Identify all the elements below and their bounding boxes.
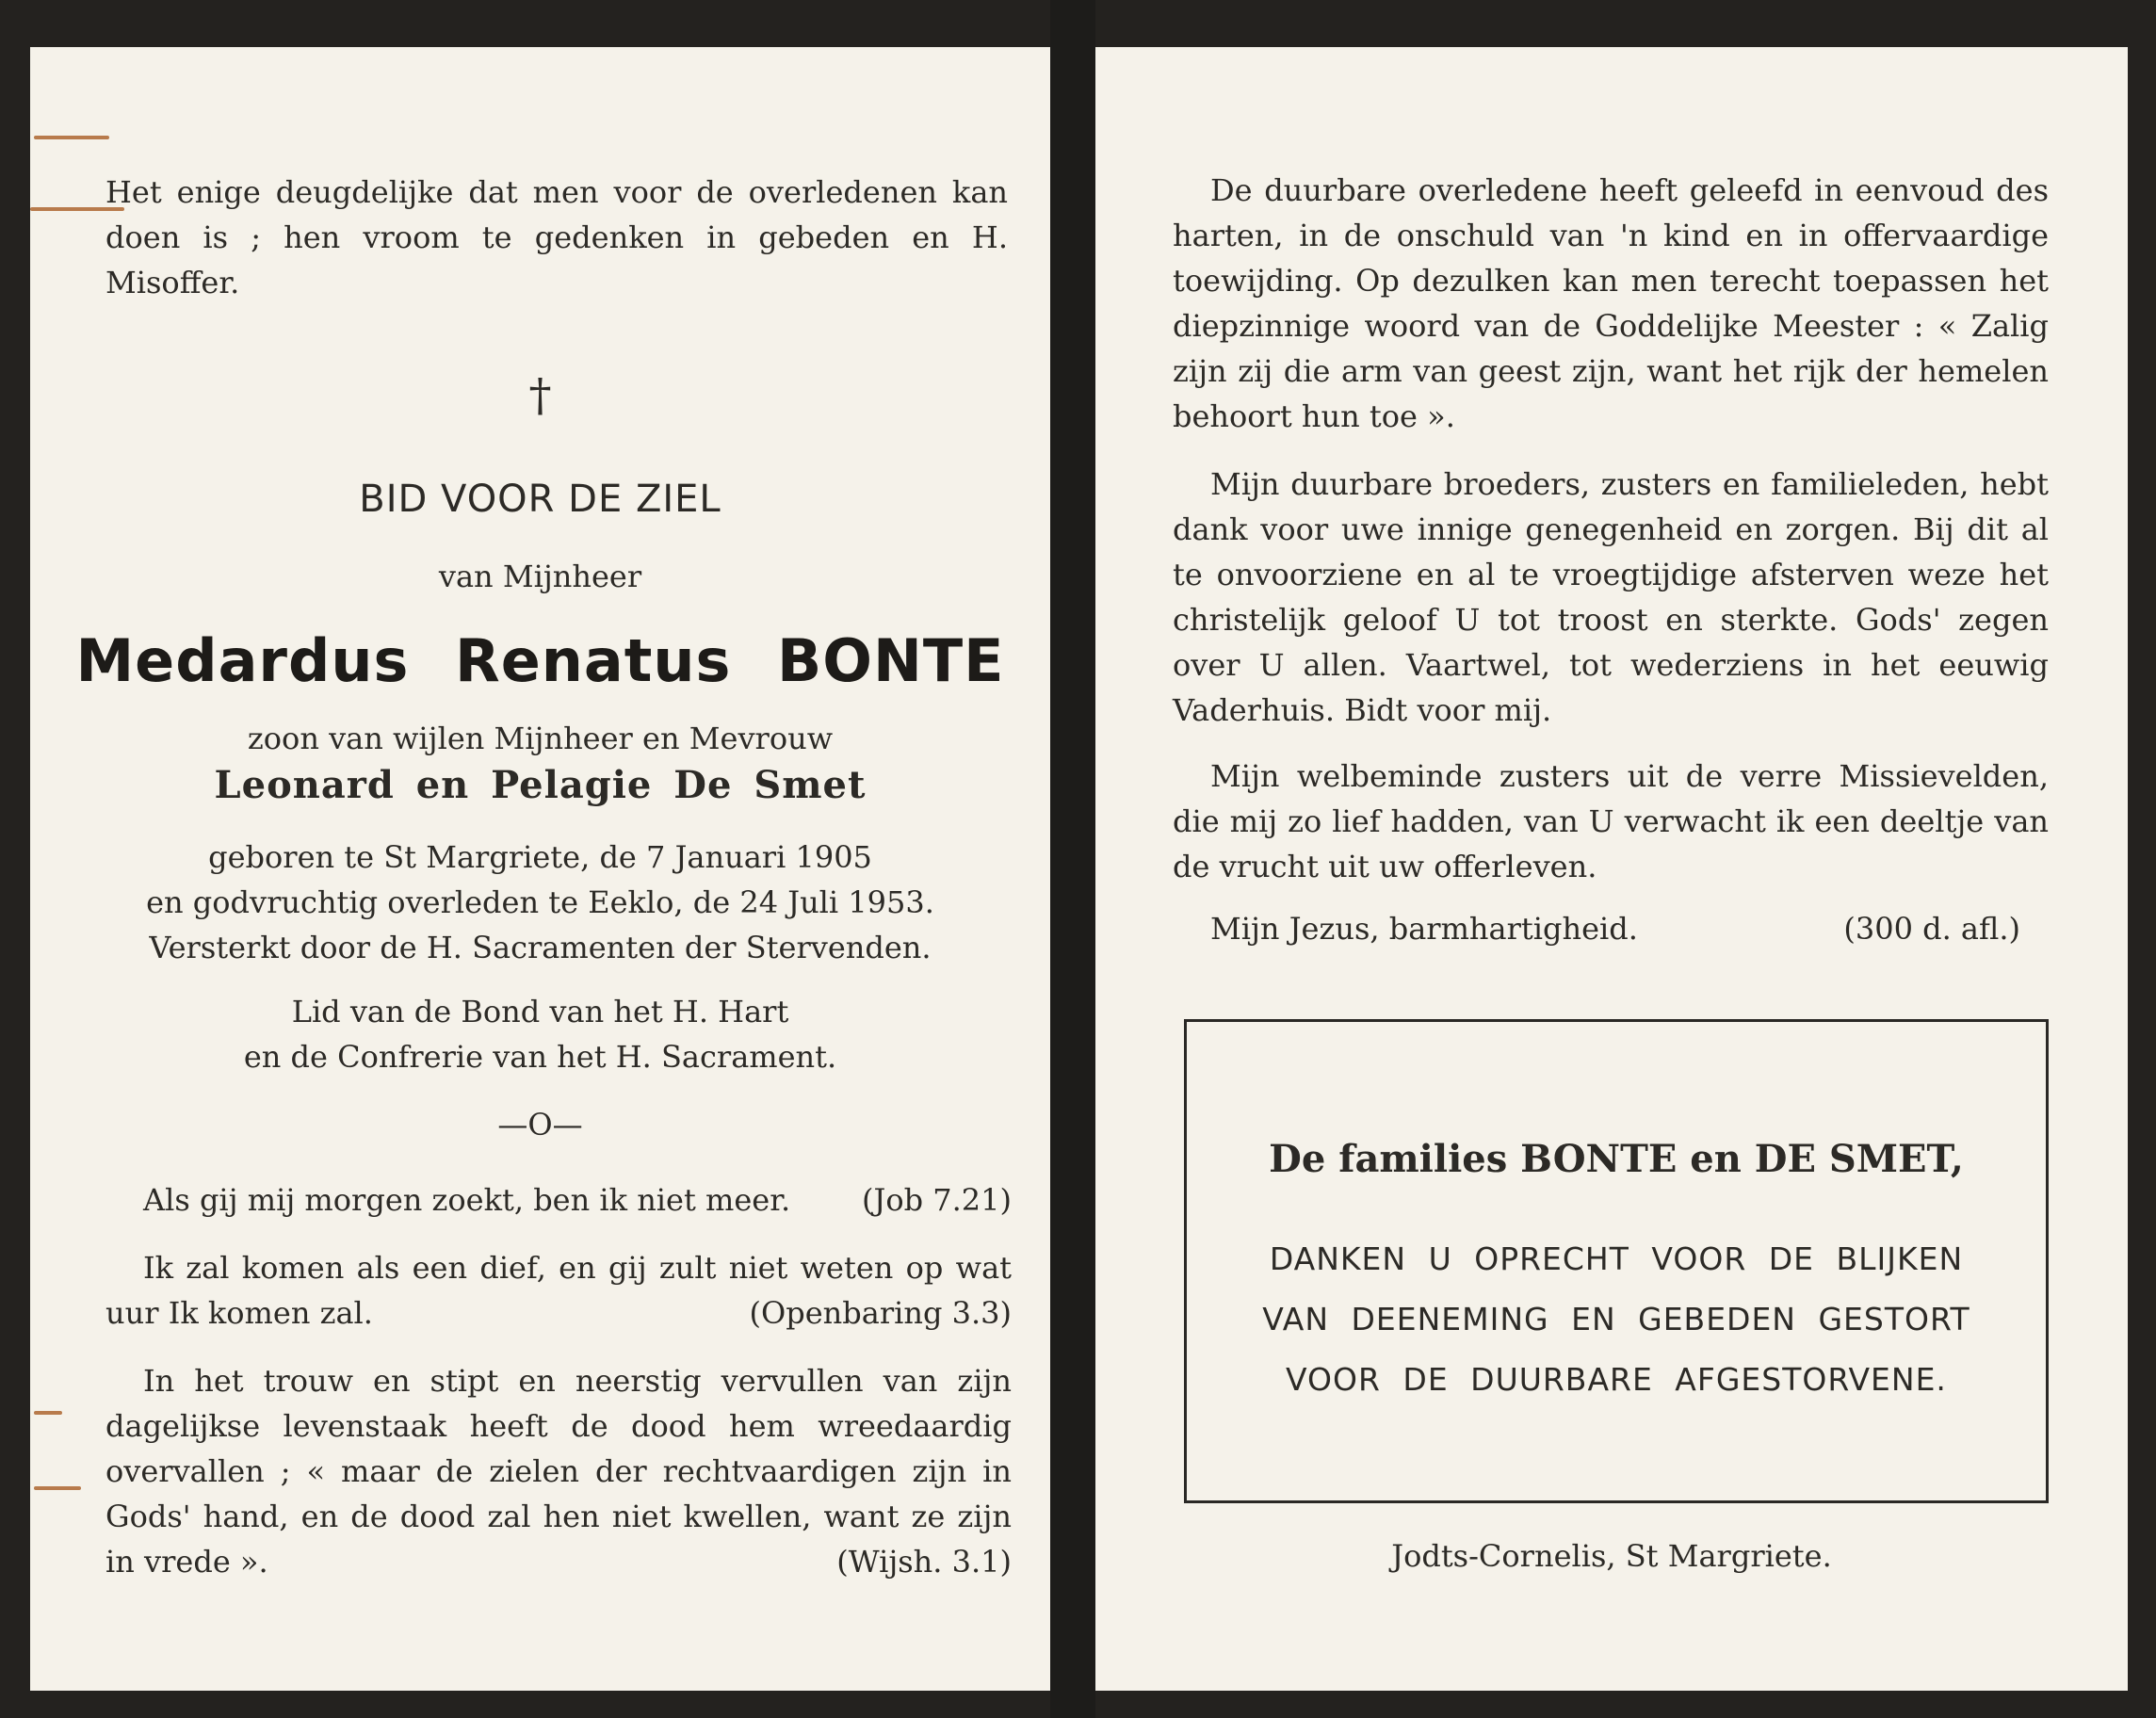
paragraph-1 [1173,168,2049,439]
parents-names: Leonard en Pelagie De Smet [214,763,867,807]
quote-reference: (Wijsh. 3.1) [836,1544,1012,1580]
heading-pray-for-soul: BID VOOR DE ZIEL [359,478,721,521]
thanks-text [1187,1229,2046,1410]
of-mister: van Mijnheer [438,559,642,594]
stain-mark [34,1411,62,1415]
paragraph-text: Mijn welbeminde zusters uit de verre Missievelden, die mij zo lief hadden, van U verwacht ik een deeltje van de vrucht uit uw offerleven. [1173,758,2049,884]
deceased-name: Medardus Renatus BONTE [75,626,1005,695]
birth-line: geboren te St Margriete, de 7 Januari 1905 [208,839,872,875]
intro-block [105,170,1008,305]
paragraph-2 [1173,462,2049,733]
indulgence-note: (300 d. afl.) [1843,911,2020,947]
quote-text: In het trouw en stipt en neerstig vervullen van zijn dagelijkse levenstaak heeft de dood hem wreedaardig overvallen ; « maar de zielen der rechtvaardigen zijn in Gods' hand, en de dood zal hen niet kwellen, want ze zijn in vrede ». [105,1363,1012,1580]
prayer-text: Mijn Jezus, barmhartigheid. [1210,911,1638,947]
quote-text: Als gij mij morgen zoekt, ben ik niet meer. [143,1182,791,1218]
sacraments-line: Versterkt door de H. Sacramenten der Stervenden. [149,930,932,965]
life-details [30,835,1050,970]
stain-mark [34,136,109,139]
left-panel [30,47,1050,1691]
paragraph-3 [1173,754,2049,889]
quote-text: Ik zal komen als een dief, en gij zult niet weten op wat uur Ik komen zal. [105,1250,1012,1331]
divider-mark: —O— [497,1107,583,1143]
thanks-box [1184,1019,2049,1503]
paragraph-text: Mijn duurbare broeders, zusters en familieleden, hebt dank voor uwe innige genegenheid en zorgen. Bij dit al te onvoorziene en al te vroegtijdige afsterven weze het christelijk geloof U tot troost en sterkte. Gods' zegen over U allen. Vaartwel, tot wederziens in het eeuwig Vaderhuis. Bidt voor mij. [1173,466,2049,728]
thanks-line: VOOR DE DUURBARE AFGESTORVENE. [1286,1361,1947,1398]
right-panel [1095,47,2128,1691]
death-line: en godvruchtig overleden te Eeklo, de 24 Juli 1953. [146,884,934,920]
paragraph-text: De duurbare overledene heeft geleefd in eenvoud des harten, in de onschuld van 'n kind en in offervaardige toewijding. Op dezulken kan men terecht toepassen het diepzinnige woord van de Goddelijke Meester : « Zalig zijn zij die arm van geest zijn, want het rijk der hemelen behoort hun toe ». [1173,172,2049,434]
prayer-line [1210,906,2020,951]
families-heading: De families BONTE en DE SMET, [1269,1137,1964,1181]
intro-text: Het enige deugdelijke dat men voor de overledenen kan doen is ; hen vroom te gedenken in gebeden en H. Misoffer. [105,174,1008,300]
printer-imprint: Jodts-Cornelis, St Margriete. [1391,1538,1832,1574]
card-fold [1050,0,1095,1718]
quote-reference: (Openbaring 3.3) [749,1295,1012,1331]
cross-symbol: † [528,369,552,422]
membership-line: en de Confrerie van het H. Sacrament. [243,1039,837,1075]
quote-wisdom [105,1358,1012,1584]
stain-mark [34,1486,81,1490]
thanks-line: DANKEN U OPRECHT VOOR DE BLIJKEN [1269,1240,1964,1277]
quote-job [143,1177,1012,1223]
thanks-line: VAN DEENEMING EN GEBEDEN GESTORT [1262,1301,1970,1337]
quote-reference: (Job 7.21) [862,1182,1012,1218]
son-of-line: zoon van wijlen Mijnheer en Mevrouw [247,721,834,756]
quote-revelation [105,1245,1012,1336]
membership-line: Lid van de Bond van het H. Hart [291,994,789,1029]
membership-details [30,989,1050,1079]
